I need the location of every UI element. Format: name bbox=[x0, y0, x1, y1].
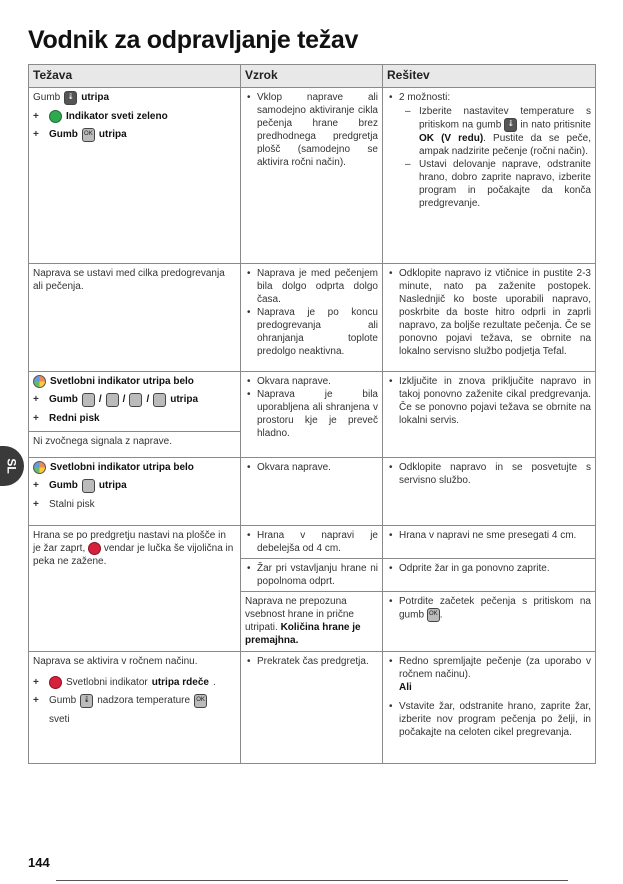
header-solution: Rešitev bbox=[383, 65, 596, 88]
solution-cell bbox=[383, 558, 596, 591]
problem-cell: Naprava se aktivira v ročnem načinu. + Svetlobni indikator utripa rdeče . + Gumb 🌡 nadzora temperature OK sveti bbox=[29, 651, 241, 763]
table-row bbox=[29, 651, 596, 763]
solution-cell bbox=[383, 525, 596, 558]
program-button-icon bbox=[82, 479, 95, 493]
header-problem: Težava bbox=[29, 65, 241, 88]
cause-item: • Naprava je med pečenjem bila dolgo odprta dolgo časa. bbox=[245, 267, 378, 306]
table-row bbox=[29, 525, 596, 558]
problem-cell: Naprava se ustavi med cilka predogrevanja ali pečenja. bbox=[29, 263, 241, 371]
light-indicator-icon bbox=[33, 375, 46, 388]
table-row bbox=[29, 457, 596, 525]
thermometer-button-icon: 🌡 bbox=[64, 91, 77, 105]
problem-cell: Hrana se po predgretju nastavi na plošče in je žar zaprt, vendar je lučka še vijolična in peka ne zažene. bbox=[29, 525, 241, 651]
cause-cell bbox=[241, 457, 383, 525]
cause-cell bbox=[241, 87, 383, 263]
solution-cell bbox=[383, 87, 596, 263]
cause-item: • Žar pri vstavljanju hrane ni popolnoma odprt. bbox=[245, 562, 378, 588]
program-button-icon bbox=[129, 393, 142, 407]
solution-cell bbox=[383, 651, 596, 763]
header-cause: Vzrok bbox=[241, 65, 383, 88]
solution-cell bbox=[383, 263, 596, 371]
cause-cell bbox=[241, 525, 383, 558]
solution-subitem: – Ustavi delovanje naprave, odstranite hrano, dobro zaprite napravo, izberite program in počakajte da konča predgrevanje. bbox=[399, 158, 591, 210]
cause-item: • Naprava je bila uporabljena ali shranjena v prostoru kje je preveč hladno. bbox=[245, 388, 378, 440]
ok-button-icon: OK bbox=[194, 694, 207, 708]
solution-item: • Odklopite napravo iz vtičnice in pustite 2-3 minute, nato pa zaženite postopek. Naslednjič ko boste uporabili napravo, poskrbite da boste hitro odprli in zaprli napravo, za boljše rezultate pečenja. Če se ponovno pojavi težava, se obrnite na lokalno servisno službo podjetja Tefal. bbox=[387, 267, 591, 358]
thermometer-button-icon: 🌡 bbox=[80, 694, 93, 708]
ok-button-icon: OK bbox=[427, 608, 440, 622]
solution-item: • Odklopite napravo in se posvetujte s servisno službo. bbox=[387, 461, 591, 487]
solution-cell bbox=[383, 591, 596, 651]
thermometer-button-icon: 🌡 bbox=[504, 118, 517, 132]
cause-item: • Okvara naprave. bbox=[245, 375, 378, 388]
cause-cell: Naprava ne prepozuna vsebnost hrane in prične utripati. Količina hrane je premajhna. bbox=[241, 591, 383, 651]
problem-cell: Gumb 🌡 utripa + Indikator sveti zeleno + Gumb OK utripa bbox=[29, 87, 241, 263]
cause-cell bbox=[241, 558, 383, 591]
program-button-icon bbox=[106, 393, 119, 407]
program-button-icon bbox=[82, 393, 95, 407]
ok-button-icon: OK bbox=[82, 128, 95, 142]
cause-item: • Prekratek čas predgretja. bbox=[245, 655, 378, 668]
cause-cell bbox=[241, 651, 383, 763]
problem-cell: Svetlobni indikator utripa belo + Gumb utripa + Stalni pisk bbox=[29, 457, 241, 525]
solution-item: • Hrana v napravi ne sme presegati 4 cm. bbox=[387, 529, 591, 542]
cause-item: • Naprava je po koncu predogrevanja ali ohranjanja toplote predolgo neaktivna. bbox=[245, 306, 378, 358]
table-header-row bbox=[29, 65, 596, 88]
footer-divider bbox=[56, 880, 568, 881]
solution-item: • Vstavite žar, odstranite hrano, zaprite žar, izberite nov program pečenja po želji, in počakajte na celoten cikel pregrevanja. bbox=[387, 700, 591, 739]
solution-item: • Odprite žar in ga ponovno zaprite. bbox=[387, 562, 591, 575]
cause-cell bbox=[241, 371, 383, 457]
page-number: 144 bbox=[28, 855, 50, 870]
language-tab-label: SL bbox=[5, 458, 19, 474]
light-indicator-icon bbox=[33, 461, 46, 474]
solution-item: • Izključite in znova priključite napravo in takoj ponovno zaženite cikal predgrevanja. Če se ponovno pojavi težava se obrnite na lokalni servis. bbox=[387, 375, 591, 427]
table-row bbox=[29, 87, 596, 263]
cause-item: • Okvara naprave. bbox=[245, 461, 378, 474]
red-indicator-icon bbox=[88, 542, 101, 555]
green-indicator-icon bbox=[49, 110, 62, 123]
red-indicator-icon bbox=[49, 676, 62, 689]
solution-cell bbox=[383, 371, 596, 457]
program-button-icon bbox=[153, 393, 166, 407]
solution-item: • Redno spremljajte pečenje (za uporabo v ročnem načinu). Ali bbox=[387, 655, 591, 694]
troubleshooting-table bbox=[28, 64, 596, 764]
solution-item: • Potrdite začetek pečenja s pritiskom na gumb OK . bbox=[387, 595, 591, 622]
language-tab bbox=[0, 446, 24, 486]
table-row bbox=[29, 263, 596, 371]
solution-item: • 2 možnosti: – Izberite nastavitev temperature s pritiskom na gumb 🌡 in nato pritisnite OK (V redu). Pustite da se peče, ampak nadzirite pečenje (ročni način). – Ustavi delovanje naprave, odstranite hrano, dobro zaprite napravo, izberite program in počakajte da konča predgrevanje. bbox=[387, 91, 591, 210]
problem-cell: Svetlobni indikator utripa belo + Gumb / / / utripa + Redni pisk Ni zvočnega signala z naprave. bbox=[29, 371, 241, 457]
solution-subitem: – Izberite nastavitev temperature s pritiskom na gumb 🌡 in nato pritisnite OK (V redu). Pustite da se peče, ampak nadzirite pečenje (ročni način). bbox=[399, 105, 591, 158]
solution-cell bbox=[383, 457, 596, 525]
cause-item: • Vklop naprave ali samodejno aktiviranje cikla pečenja hrane brez predhodnega predgretja plošč (samodejno se aktivira ročni način). bbox=[245, 91, 378, 169]
cause-cell bbox=[241, 263, 383, 371]
cause-item: • Hrana v napravi je debelejša od 4 cm. bbox=[245, 529, 378, 555]
page-title: Vodnik za odpravljanje težav bbox=[28, 26, 359, 54]
table-row bbox=[29, 371, 596, 457]
